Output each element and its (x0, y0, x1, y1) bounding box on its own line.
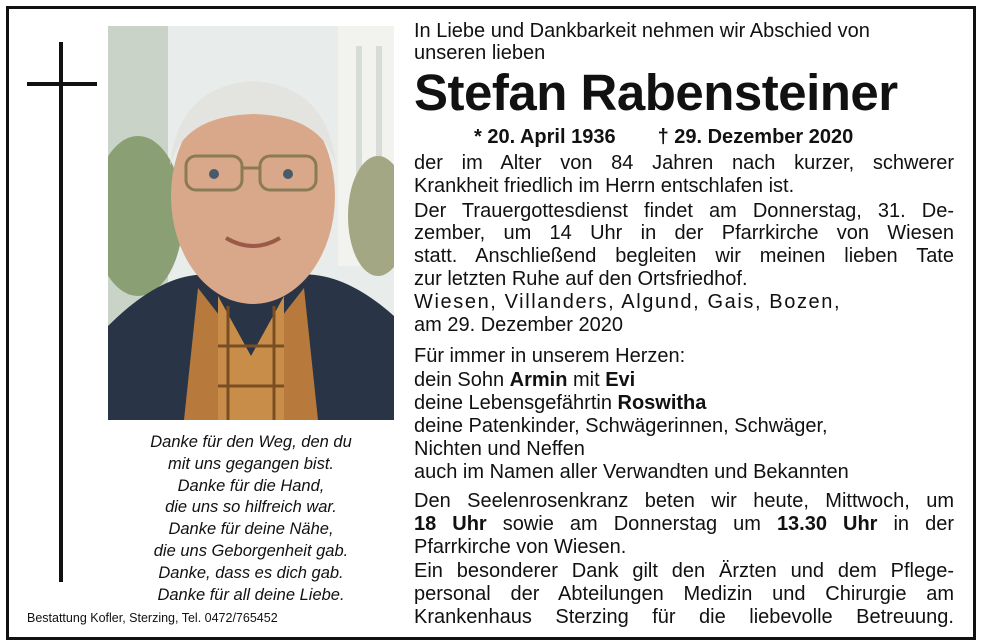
rosary-line: Pfarrkirche von Wiesen. (414, 536, 627, 558)
poem-line: die uns Geborgenheit gab. (153, 541, 349, 560)
poem (106, 432, 396, 606)
intro-line: unseren lieben (414, 42, 546, 64)
poem-line: mit uns gegangen bist. (167, 454, 335, 473)
mourner-line: Nichten und Neffen (414, 438, 585, 460)
poem-line: Danke für die Hand, (177, 476, 325, 495)
mourner-line: deine Patenkinder, Schwägerinnen, Schwäger, (414, 415, 828, 437)
death-date: † 29. Dezember 2020 (657, 126, 854, 148)
mourner-name: Armin (509, 369, 568, 391)
thanks-line: Krankenhaus Sterzing für die liebevolle Betreuung. (414, 606, 954, 628)
rosary-time: 13.30 Uhr (776, 513, 878, 535)
mourner-line (414, 392, 706, 414)
rosary-text: in der (877, 513, 954, 535)
body-line: Der Trauergottesdienst findet am Donnerstag, 31. De- (414, 200, 954, 222)
poem-line: Danke für den Weg, den du (150, 433, 352, 451)
birth-date: * 20. April 1936 (474, 126, 616, 148)
mourner-line: auch im Namen aller Verwandten und Bekannten (414, 461, 849, 483)
rosary-line (414, 513, 954, 535)
mourner-text: deine Lebensgefährtin (414, 392, 618, 414)
body-line: der im Alter von 84 Jahren nach kurzer, schwerer (414, 152, 954, 174)
poem-line: Danke für deine Nähe, (168, 520, 334, 539)
life-dates (474, 126, 853, 149)
body-line: Wiesen, Villanders, Algund, Gais, Bozen, (414, 291, 842, 313)
body-line: statt. Anschließend begleiten wir meinen lieben Tate (414, 245, 954, 267)
mourner-name: Roswitha (617, 392, 707, 414)
mourner-name: Evi (605, 369, 636, 391)
body-line: Krankheit friedlich im Herrn entschlafen ist. (414, 175, 795, 197)
thanks-line: personal der Abteilungen Medizin und Chirurgie am (414, 583, 954, 605)
rosary-line: Den Seelenrosenkranz beten wir heute, Mittwoch, um (414, 490, 954, 512)
mourner-text: dein Sohn (414, 369, 510, 391)
funeral-home-contact: Bestattung Kofler, Sterzing, Tel. 0472/765452 (27, 611, 278, 625)
body-line: zur letzten Ruhe auf den Ortsfriedhof. (414, 268, 748, 290)
portrait-photo (108, 26, 394, 420)
intro-line: In Liebe und Dankbarkeit nehmen wir Abschied von (414, 20, 870, 42)
mourners-heading: Für immer in unserem Herzen: (414, 345, 686, 367)
poem-line: Danke, dass es dich gab. (158, 563, 344, 582)
rosary-text: sowie am Donnerstag um (486, 513, 777, 535)
body-line: am 29. Dezember 2020 (414, 314, 624, 336)
poem-line: die uns so hilfreich war. (165, 498, 337, 517)
deceased-name: Stefan Rabensteiner (414, 64, 898, 121)
body-line: zember, um 14 Uhr in der Pfarrkirche von Wiesen (414, 222, 954, 244)
thanks-line: Ein besonderer Dank gilt den Ärzten und dem Pflege- (414, 560, 954, 582)
cross-icon (59, 42, 63, 582)
mourner-text: mit (567, 369, 606, 391)
poem-line: Danke für all deine Liebe. (157, 585, 345, 604)
rosary-time: 18 Uhr (414, 513, 487, 535)
cross-icon-bar (27, 82, 97, 86)
mourner-line (414, 369, 635, 391)
